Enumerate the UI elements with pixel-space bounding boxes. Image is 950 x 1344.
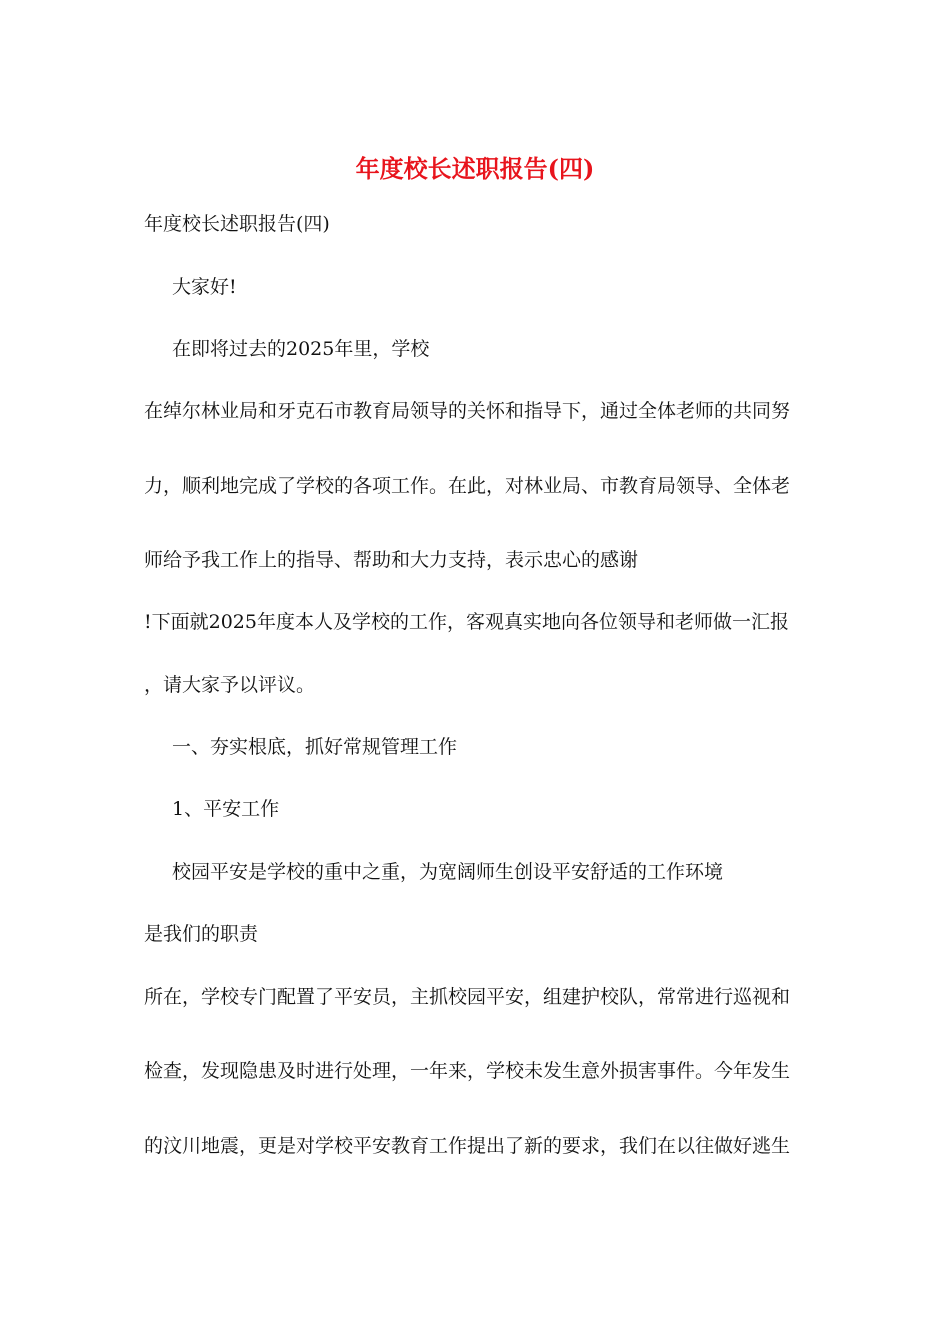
paragraph-line: 校园平安是学校的重中之重，为宽阔师生创设平安舒适的工作环境 — [172, 861, 724, 883]
paragraph-line: !下面就2025年度本人及学校的工作，客观真实地向各位领导和老师做一汇报 — [144, 611, 789, 633]
paragraph-line: 是我们的职责 — [144, 923, 259, 945]
paragraph-line: 在即将过去的2025年里，学校 — [172, 338, 430, 360]
paragraph-line: 所在，学校专门配置了平安员，主抓校园平安，组建护校队，常常进行巡视和 — [144, 986, 791, 1008]
paragraph-line: ，请大家予以评议。 — [144, 674, 316, 696]
section-heading: 一、夯实根底，抓好常规管理工作 — [172, 736, 458, 758]
paragraph-line: 师给予我工作上的指导、帮助和大力支持，表示忠心的感谢 — [144, 549, 639, 571]
document-subtitle: 年度校长述职报告(四) — [144, 213, 330, 235]
paragraph-line: 力，顺利地完成了学校的各项工作。在此，对林业局、市教育局领导、全体老 — [144, 475, 791, 497]
paragraph-line: 在绰尔林业局和牙克石市教育局领导的关怀和指导下，通过全体老师的共同努 — [144, 400, 791, 422]
paragraph-line: 大家好! — [172, 276, 237, 298]
document-title: 年度校长述职报告(四) — [355, 154, 595, 183]
paragraph-line: 的汶川地震，更是对学校平安教育工作提出了新的要求，我们在以往做好逃生 — [144, 1135, 791, 1157]
subsection-heading: 1、平安工作 — [172, 798, 280, 820]
paragraph-line: 检查，发现隐患及时进行处理，一年来，学校未发生意外损害事件。今年发生 — [144, 1060, 791, 1082]
